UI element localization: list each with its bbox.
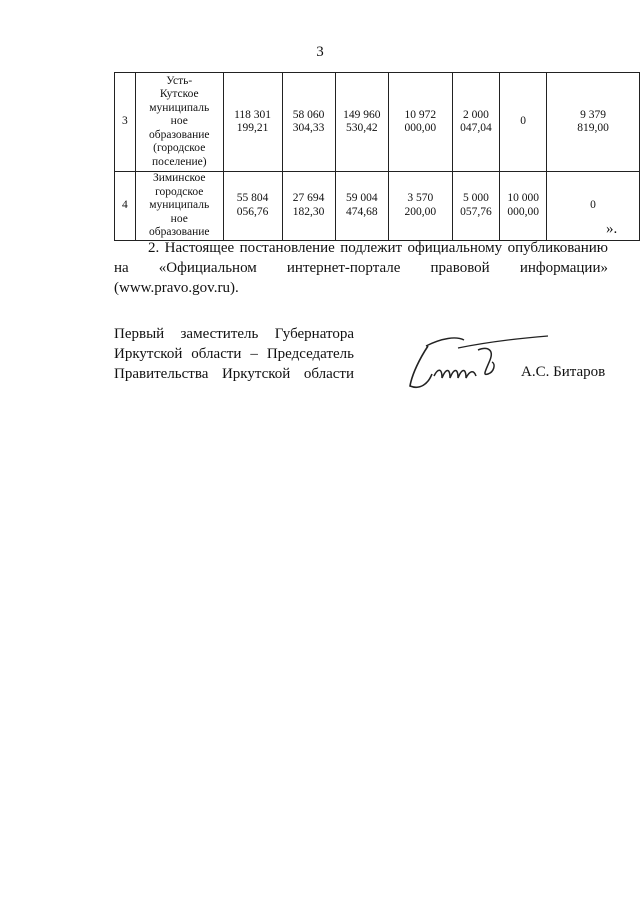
name-line: (городское [153,142,206,155]
value-line: 0 [520,115,527,128]
name-line: Усть- [166,74,193,87]
value-cell [223,172,282,241]
value-line: 10 000 [507,192,539,205]
value-cell [452,172,500,241]
value-cell [335,73,388,172]
value-line: 056,76 [236,205,269,218]
handwritten-signature-icon [398,328,558,398]
signatory-title-line: Иркутской области – Председатель [114,346,354,362]
value-line: 057,76 [460,205,492,218]
value-line: 2 000 [463,108,489,121]
value-cell [547,172,640,241]
row-number-cell: 4 [115,172,136,241]
value-cell [282,172,335,241]
value-cell [452,73,500,172]
value-line: 0 [590,199,596,211]
value-cell [335,172,388,241]
value-line: 000,00 [507,205,539,218]
name-line: Кутское [159,88,199,101]
value-line: 55 804 [236,192,269,205]
value-line: 5 000 [463,192,489,205]
value-line: 27 694 [292,192,325,205]
name-line: городское [155,185,204,198]
name-line: образование [149,226,210,238]
value-line: 58 060 [292,108,325,121]
value-line: 149 960 [343,108,381,121]
value-cell [388,73,452,172]
name-line: ное [170,115,188,128]
value-line: 819,00 [577,122,609,134]
name-line: Зиминское [152,172,206,184]
value-line: 000,00 [404,122,437,134]
value-cell [547,73,640,172]
value-line: 530,42 [345,122,378,134]
page-number: 3 [316,44,324,60]
municipality-name-cell [135,172,223,241]
signatory-title [114,324,354,384]
value-line: 3 570 [407,192,434,205]
value-line: 199,21 [236,122,269,134]
publication-paragraph: 2. Настоящее постановление подлежит официальному опубликованию на «Официальном интернет-портале правовой информации» (www.pravo.gov.ru). [114,240,608,296]
value-line: 200,00 [404,205,437,218]
value-line: 182,30 [292,205,325,218]
name-line: поселение) [151,155,207,168]
value-cell [500,73,547,172]
value-cell [388,172,452,241]
value-line: 047,04 [460,122,492,134]
closing-quote: ». [606,221,618,237]
value-line: 474,68 [345,205,378,218]
table-row [115,73,640,172]
value-cell [500,172,547,241]
name-line: ное [170,212,188,225]
value-line: 59 004 [345,192,378,205]
municipality-name-cell [135,73,223,172]
value-line: 9 379 [580,108,606,121]
value-line: 304,33 [292,122,325,134]
table-row [115,172,640,241]
budget-table [114,72,640,241]
signatory-title-line: Правительства Иркутской области [114,366,354,382]
name-line: муниципаль [149,199,210,211]
row-number-cell: 3 [115,73,136,172]
signatory-title-line: Первый заместитель Губернатора [114,326,354,342]
value-cell [223,73,282,172]
name-line: образование [149,128,210,141]
value-line: 10 972 [404,108,437,121]
signatory-name: А.С. Битаров [521,364,606,380]
value-line: 118 301 [234,108,272,121]
name-line: муниципаль [149,101,210,114]
value-cell [282,73,335,172]
